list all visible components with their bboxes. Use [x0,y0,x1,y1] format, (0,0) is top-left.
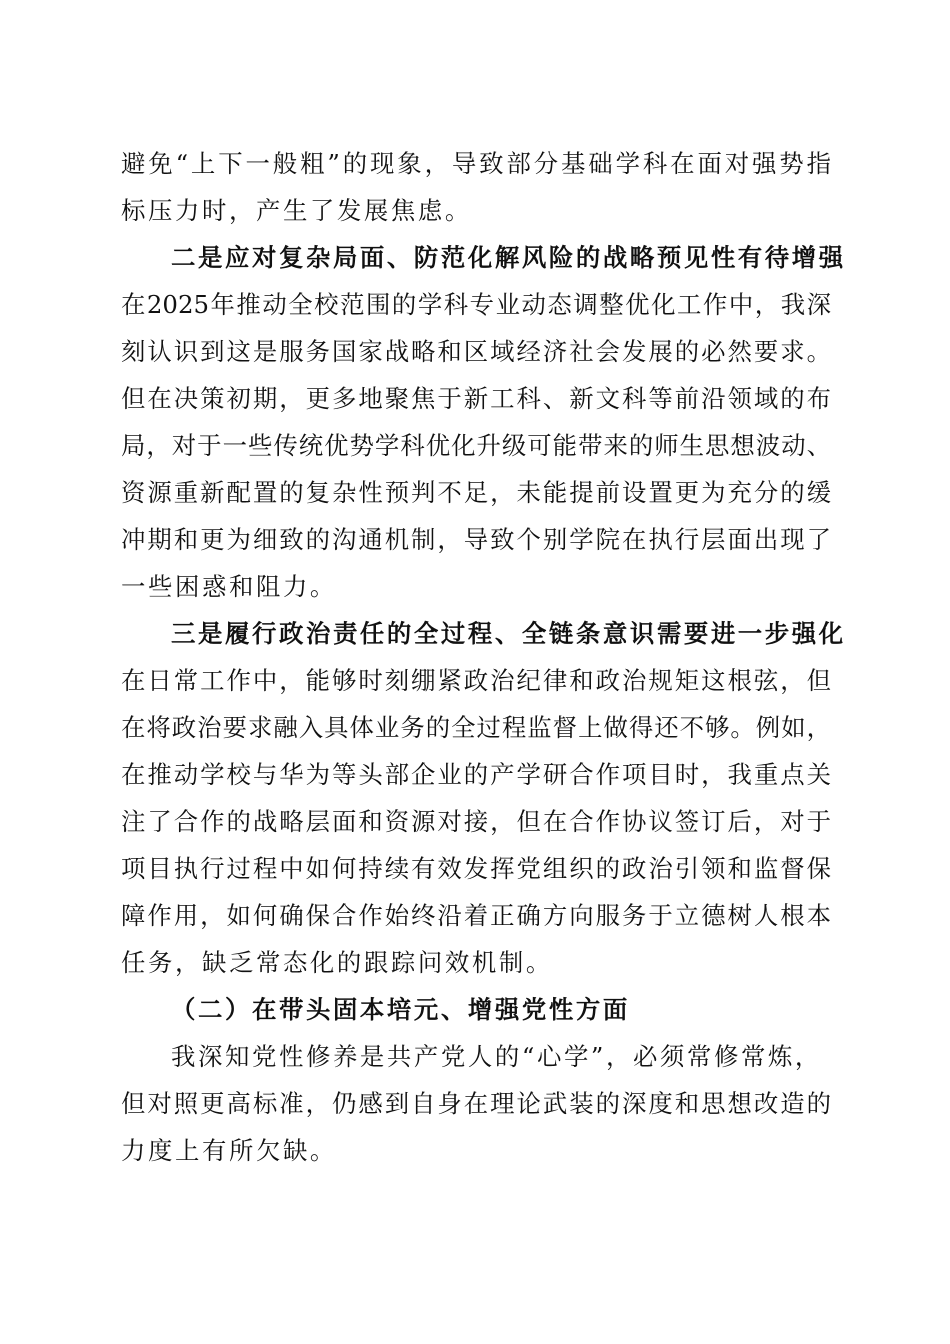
text-line: 避免“上下一般粗”的现象，导致部分基础学科在面对强势指 [121,149,831,178]
paragraph-political-responsibility [121,610,846,986]
text-line: 资源重新配置的复杂性预判不足，未能提前设置更为充分的缓 [121,478,831,507]
section-title: （二）在带头固本培元、增强党性方面 [171,995,630,1024]
text-line: 任务，缺乏常态化的跟踪问效机制。 [121,948,553,977]
text-line: 项目执行过程中如何持续有效发挥党组织的政治引领和监督保 [121,854,831,883]
paragraph-heading: 三是履行政治责任的全过程、全链条意识需要进一步强化 [171,619,846,648]
paragraph-heading: 二是应对复杂局面、防范化解风险的战略预见性有待增强 [171,243,846,272]
text-line: 一些困惑和阻力。 [121,572,337,601]
text-line: 我深知党性修养是共产党人的“心学”，必须常修常炼， [171,1042,822,1071]
paragraph-strategic-foresight [121,234,846,610]
text-line: 注了合作的战略层面和资源对接，但在合作协议签订后，对于 [121,807,831,836]
section-heading-2 [121,986,831,1033]
text-line: 在2025年推动全校范围的学科专业动态调整优化工作中，我深 [121,290,831,319]
text-line: 刻认识到这是服务国家战略和区域经济社会发展的必然要求。 [121,337,831,366]
text-line: 力度上有所欠缺。 [121,1136,337,1165]
document-body [121,140,846,1174]
text-line: 在将政治要求融入具体业务的全过程监督上做得还不够。例如， [121,713,831,742]
text-line: 标压力时，产生了发展焦虑。 [121,196,472,225]
text-line: 但在决策初期，更多地聚焦于新工科、新文科等前沿领域的布 [121,384,831,413]
paragraph-continuation [121,140,831,234]
text-line: 在日常工作中，能够时刻绷紧政治纪律和政治规矩这根弦，但 [121,666,831,695]
text-line: 障作用，如何确保合作始终沿着正确方向服务于立德树人根本 [121,901,831,930]
text-line: 局，对于一些传统优势学科优化升级可能带来的师生思想波动、 [121,431,831,460]
text-line: 但对照更高标准，仍感到自身在理论武装的深度和思想改造的 [121,1089,831,1118]
paragraph-party-spirit [121,1033,831,1174]
text-line: 在推动学校与华为等头部企业的产学研合作项目时，我重点关 [121,760,831,789]
text-line: 冲期和更为细致的沟通机制，导致个别学院在执行层面出现了 [121,525,831,554]
